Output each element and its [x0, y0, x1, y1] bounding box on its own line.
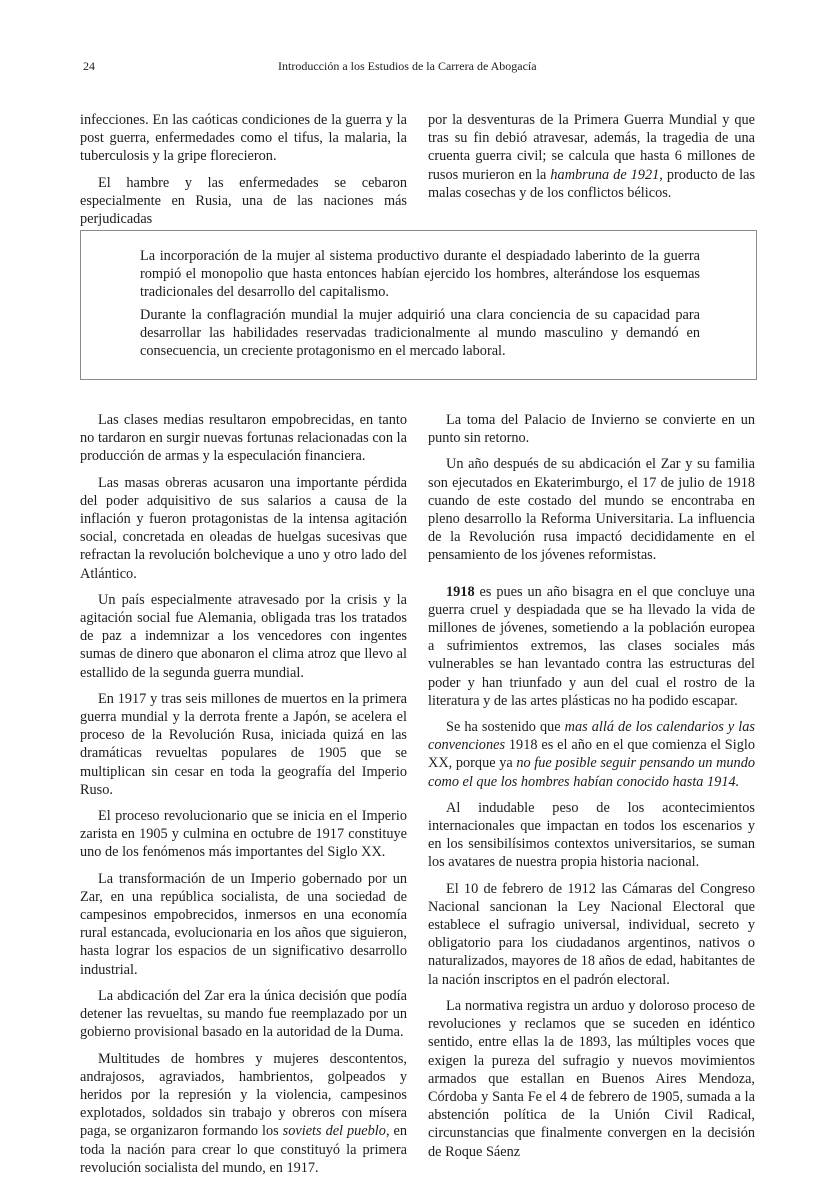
paragraph: El 10 de febrero de 1912 las Cámaras del Congreso Nacional sancionan la Ley Nacional Electoral que establece el sufragio universal, individual, secreto y obligatorio para los ciudadanos argentinos, nativos o naturalizados, mayores de 18 años de edad, habitantes de la nación inscriptos en el padrón electoral. — [428, 880, 755, 988]
text-span: producto de las malas cosechas y de los conflictos bélicos. — [428, 166, 756, 201]
bottom-left-column — [80, 411, 407, 1185]
paragraph: La abdicación del Zar era la única decisión que podía detener las revueltas, su mando fue reemplazado por un gobierno provisional basado en la autoridad de la Duma. — [80, 987, 407, 1041]
text-span: por la desventuras de la Primera Guerra Mundial y que tras su fin debió atravesar, además, la tragedia de una cruenta guerra civil; se calcula que hasta 6 millones de rusos murieron en la — [428, 112, 755, 183]
text-span: , en toda la nación para crear lo que constituyó la primera revolución socialista del mundo, en 1917. — [80, 1123, 407, 1176]
paragraph: Al indudable peso de los acontecimientos internacionales que impactan en todos los escenarios y en los sensibilísimos contextos universitarios, se suman los avatares de nuestra propia historia nacional. — [428, 799, 755, 871]
italic-text: soviets del pueblo — [282, 1123, 386, 1140]
top-right-column — [428, 111, 755, 210]
paragraph: La transformación de un Imperio gobernado por un Zar, en una república socialista, de una sociedad de campesinos empobrecidos, inmersos en una economía rural estancada, evolucionaria en los años que siguieron, hasta lograr los espacios de un significativo desarrollo industrial. — [80, 870, 407, 978]
callout-box — [80, 230, 757, 380]
paragraph — [428, 583, 755, 710]
paragraph: Un año después de su abdicación el Zar y su familia son ejecutados en Ekaterimburgo, el 17 de julio de 1918 cuando de este costado del mundo se encontraba en pleno desarrollo la Reforma Universitaria. La influencia de la Revolución rusa impactó decididamente en el pensamiento de los jóvenes reformistas. — [428, 456, 755, 564]
text-span: Multitudes de hombres y mujeres descontentos, andrajosos, agraviados, hambrientos, golpeados y heridos por la represión y la violencia, campesinos explotados, soldados sin trabajo y obreros con mísera paga, se organizaron formando los — [80, 1050, 407, 1140]
bottom-right-column — [428, 411, 755, 1169]
italic-text: hambruna de 1921, — [550, 166, 663, 183]
text-span: Se ha sostenido que — [446, 719, 565, 736]
paragraph: La toma del Palacio de Invierno se convierte en un punto sin retorno. — [428, 412, 755, 447]
callout-paragraph: La incorporación de la mujer al sistema productivo durante el despiadado laberinto de la guerra rompió el monopolio que hasta entonces habían ejercido los hombres, alterándose los esquemas tradicionales del desarrollo del capitalismo. — [140, 248, 700, 301]
callout-text — [140, 247, 700, 364]
top-left-column — [80, 111, 407, 236]
paragraph — [80, 1050, 407, 1177]
page-number: 24 — [83, 59, 95, 73]
paragraph: Un país especialmente atravesado por la crisis y la agitación social fue Alemania, obligada tras los tratados de paz a indemnizar a los vencedores con ingentes sumas de dinero que abonaron el clima atroz que llevo al estallido de la segunda guerra mundial. — [80, 591, 407, 681]
paragraph: Las masas obreras acusaron una importante pérdida del poder adquisitivo de sus salarios a causa de la inflación y fueron protagonistas de la intensa agitación social, concretada en oleadas de huelgas sucesivas que refractan la revolución bolchevique a uno y otro lado del Atlántico. — [80, 474, 407, 582]
text-span: es pues un año bisagra en el que concluye una guerra cruel y despiadada que se ha llevado la vida de millones de jóvenes, sometiendo a la población europea a sufrimientos extremos, las clases sociales más vulnerables se han levantado contra las estructuras del poder y han triunfado y aun del cual el rostro de la literatura y de las artes plásticas no ha podido escapar. — [428, 583, 755, 709]
italic-text: mas allá de los calendarios y las convenciones — [428, 719, 755, 754]
paragraph: En 1917 y tras seis millones de muertos en la primera guerra mundial y la derrota frente a Japón, se acelera el proceso de la Revolución Rusa, iniciada quizá en las dramáticas revueltas populares de 1905 que se multiplican sin cesar en toda la geografía del Imperio Ruso. — [80, 690, 407, 798]
paragraph: Las clases medias resultaron empobrecidas, en tanto no tardaron en surgir nuevas fortunas relacionadas con la producción de armas y la especulación financiera. — [80, 412, 407, 465]
paragraph: El hambre y las enfermedades se cebaron especialmente en Rusia, una de las naciones más perjudicadas — [80, 174, 407, 228]
paragraph — [428, 718, 755, 791]
italic-text: no fue posible seguir pensando un mundo como el que los hombres habían conocido hasta 1914. — [428, 755, 755, 790]
paragraph — [428, 111, 755, 202]
bold-year: 1918 — [446, 583, 475, 600]
page-header — [0, 59, 828, 79]
paragraph: La normativa registra un arduo y doloroso proceso de revoluciones y reclamos que se suceden en idéntico sentido, entre ellas la de 1893, las múltiples voces que exigen la pureza del sufragio y nuevos movimientos armados que estallan en Buenos Aires Mendoza, Córdoba y Santa Fe el 4 de febrero de 1905, sumada a la abstención política de la Unión Civil Radical, circunstancias que finalmente convergen en la decisión de Roque Sáenz — [428, 997, 755, 1160]
paragraph: infecciones. En las caóticas condiciones de la guerra y la post guerra, enfermedades como el tifus, la malaria, la tuberculosis y la gripe florecieron. — [80, 112, 407, 165]
running-title: Introducción a los Estudios de la Carrera de Abogacía — [278, 59, 537, 73]
callout-paragraph: Durante la conflagración mundial la mujer adquirió una clara conciencia de su capacidad para desarrollar las habilidades reservadas tradicionalmente al mundo masculino y demandó en consecuencia, un creciente protagonismo en el mercado laboral. — [140, 306, 700, 360]
text-span: 1918 es el año en el que comienza el Siglo XX, porque ya — [428, 737, 755, 772]
paragraph: El proceso revolucionario que se inicia en el Imperio zarista en 1905 y culmina en octubre de 1917 constituye uno de los fenómenos más importantes del Siglo XX. — [80, 808, 407, 861]
